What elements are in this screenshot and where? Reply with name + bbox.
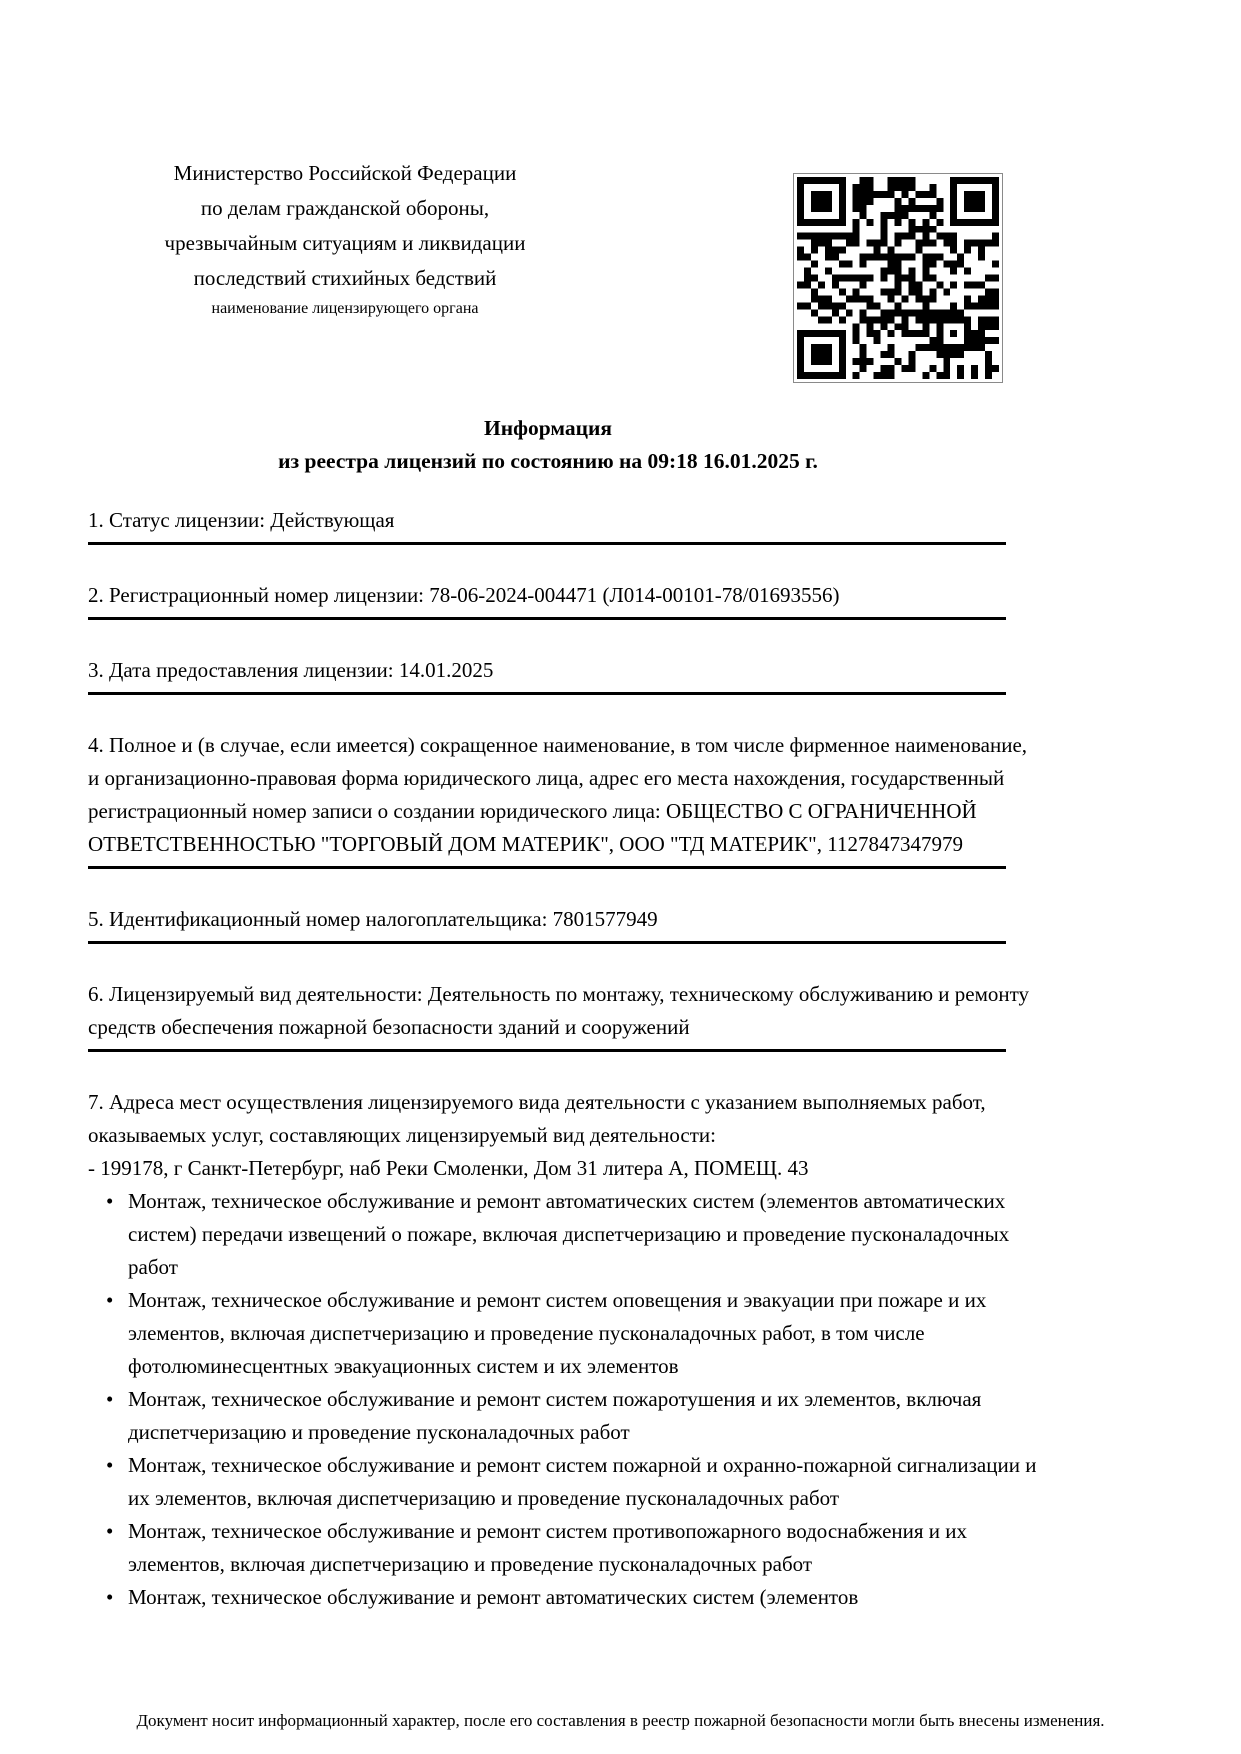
- license-info-list: [88, 504, 1043, 1614]
- item-activity-addresses: [88, 1086, 1043, 1614]
- bullet-icon: •: [106, 1585, 114, 1609]
- item-activity-addresses-intro: 7. Адреса мест осуществления лицензируемого вида деятельности с указанием выполняемых работ, оказываемых услуг, составляющих лицензируемый вид деятельности:: [88, 1090, 986, 1147]
- item-licensed-activity-text: 6. Лицензируемый вид деятельности: Деятельность по монтажу, техническому обслуживанию и ремонту средств обеспечения пожарной безопасности зданий и сооружений: [88, 982, 1030, 1039]
- activity-address: - 199178, г Санкт-Петербург, наб Реки Смоленки, Дом 31 литера А, ПОМЕЩ. 43: [88, 1156, 809, 1180]
- works-list-item: [88, 1581, 1063, 1614]
- item-licensed-activity: [88, 978, 1043, 1052]
- divider-rule: [88, 617, 1006, 620]
- bullet-icon: •: [106, 1519, 114, 1543]
- ministry-line-2: по делам гражданской обороны,: [200, 196, 490, 220]
- ministry-line-4: последствий стихийных бедствий: [193, 266, 497, 290]
- item-grant-date-text: 3. Дата предоставления лицензии: 14.01.2025: [88, 658, 494, 682]
- works-list-item-text: Монтаж, техническое обслуживание и ремонт систем пожарной и охранно-пожарной сигнализации и их элементов, включая диспетчеризацию и проведение пусконаладочных работ: [128, 1453, 1037, 1510]
- works-list-item: [88, 1383, 1063, 1449]
- works-list: [88, 1185, 1063, 1614]
- divider-rule: [88, 542, 1006, 545]
- ministry-line-3: чрезвычайным ситуациям и ликвидации: [164, 231, 526, 255]
- item-license-status: [88, 504, 1043, 545]
- works-list-item: [88, 1284, 1063, 1383]
- works-list-item-text: Монтаж, техническое обслуживание и ремонт автоматических систем (элементов автоматических систем) передачи извещений о пожаре, включая диспетчеризацию и проведение пусконаладочных работ: [128, 1189, 1010, 1279]
- item-taxpayer-number: [88, 903, 1043, 944]
- document-title: [88, 412, 1008, 478]
- footer-disclaimer: Документ носит информационный характер, после его составления в реестр пожарной безопасности могли быть внесены изменения.: [136, 1711, 1105, 1730]
- item-registration-number: [88, 579, 1043, 620]
- bullet-icon: •: [106, 1288, 114, 1312]
- works-list-item-text: Монтаж, техническое обслуживание и ремонт систем пожаротушения и их элементов, включая диспетчеризацию и проведение пусконаладочных работ: [128, 1387, 982, 1444]
- document-header: [85, 156, 1003, 383]
- bullet-icon: •: [106, 1189, 114, 1213]
- document-title-line-2: из реестра лицензий по состоянию на 09:18 16.01.2025 г.: [278, 449, 818, 473]
- divider-rule: [88, 1049, 1006, 1052]
- item-registration-number-text: 2. Регистрационный номер лицензии: 78-06-2024-004471 (Л014-00101-78/01693556): [88, 583, 840, 607]
- item-legal-entity-name: [88, 729, 1043, 869]
- item-grant-date: [88, 654, 1043, 695]
- bullet-icon: •: [106, 1387, 114, 1411]
- works-list-item-text: Монтаж, техническое обслуживание и ремонт систем оповещения и эвакуации при пожаре и их элементов, включая диспетчеризацию и проведение пусконаладочных работ, в том числе фотолюминесцентных эвакуационных систем и их элементов: [128, 1288, 987, 1378]
- item-license-status-text: 1. Статус лицензии: Действующая: [88, 508, 395, 532]
- works-list-item: [88, 1515, 1063, 1581]
- item-taxpayer-number-text: 5. Идентификационный номер налогоплательщика: 7801577949: [88, 907, 658, 931]
- works-list-item: [88, 1449, 1063, 1515]
- divider-rule: [88, 866, 1006, 869]
- item-legal-entity-name-text: 4. Полное и (в случае, если имеется) сокращенное наименование, в том числе фирменное наименование, и организационно-правовая форма юридического лица, адрес его места нахождения, государственный регистрационный номер записи о создании юридического лица: ОБЩЕСТВО С ОГРАНИЧЕННОЙ ОТВЕТСТВЕННОСТЬЮ "ТОРГОВЫЙ ДОМ МАТЕРИК", ООО "ТД МАТЕРИК", 1127847347979: [88, 733, 1028, 856]
- ministry-line-1: Министерство Российской Федерации: [173, 161, 517, 185]
- bullet-icon: •: [106, 1453, 114, 1477]
- works-list-item: [88, 1185, 1063, 1284]
- qr-code: [793, 173, 1003, 383]
- divider-rule: [88, 692, 1006, 695]
- document-title-line-1: Информация: [483, 416, 613, 440]
- divider-rule: [88, 941, 1006, 944]
- works-list-item-text: Монтаж, техническое обслуживание и ремонт систем противопожарного водоснабжения и их элементов, включая диспетчеризацию и проведение пусконаладочных работ: [128, 1519, 968, 1576]
- works-list-item-text: Монтаж, техническое обслуживание и ремонт автоматических систем (элементов: [128, 1585, 859, 1609]
- licensing-authority-block: [85, 156, 605, 383]
- licensing-authority-caption: наименование лицензирующего органа: [211, 300, 479, 317]
